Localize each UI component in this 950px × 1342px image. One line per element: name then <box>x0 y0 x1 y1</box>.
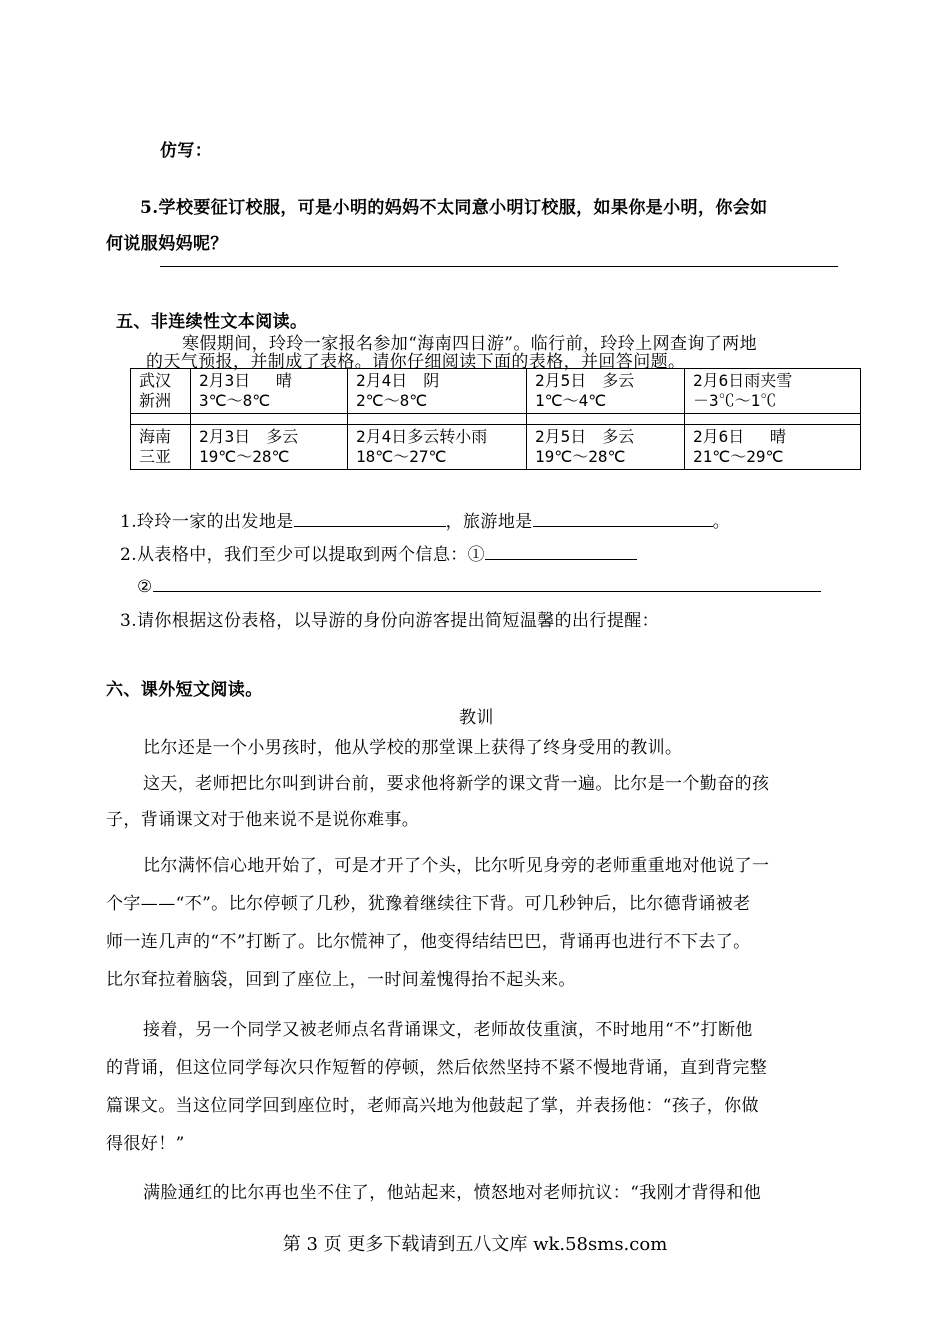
weather-cell <box>527 425 685 470</box>
weather-temp: 2℃～8℃ <box>356 391 428 410</box>
section-5-intro-line-1: 寒假期间，玲玲一家报名参加“海南四日游”。临行前，玲玲上网查询了两地 <box>182 334 757 354</box>
answer-blank-departure[interactable] <box>294 508 446 527</box>
weather-temp: 3℃～8℃ <box>199 391 271 410</box>
question-1-text-a: 1.玲玲一家的出发地是 <box>120 512 294 532</box>
answer-blank-info-2[interactable] <box>153 573 821 592</box>
weather-temp: －3℃～1℃ <box>693 391 777 410</box>
question-5-line-1: 5.学校要征订校服，可是小明的妈妈不太同意小明订校服，如果你是小明，你会如 <box>140 198 768 218</box>
place-cell <box>131 425 191 470</box>
weather-date: 2月5日 多云 <box>535 371 635 390</box>
weather-temp: 21℃～29℃ <box>693 447 784 466</box>
question-2-circled-2: ② <box>137 577 153 597</box>
place-name: 三亚 <box>139 447 172 466</box>
table-row <box>131 369 861 414</box>
article-line: 个字——“不”。比尔停顿了几秒，犹豫着继续往下背。可几秒钟后，比尔德背诵被老 <box>106 894 751 914</box>
article-line: 篇课文。当这位同学回到座位时，老师高兴地为他鼓起了掌，并表扬他：“孩子，你做 <box>106 1096 759 1116</box>
article-line: 的背诵，但这位同学每次只作短暂的停顿，然后依然坚持不紧不慢地背诵，直到背完整 <box>106 1058 768 1078</box>
question-2-second <box>137 573 821 597</box>
weather-date: 2月3日 晴 <box>199 371 292 390</box>
article-line: 比尔耷拉着脑袋，回到了座位上，一时间羞愧得抬不起头来。 <box>106 970 576 990</box>
weather-cell <box>348 425 527 470</box>
article-line: 这天，老师把比尔叫到讲台前，要求他将新学的课文背一遍。比尔是一个勤奋的孩 <box>143 774 770 794</box>
weather-date: 2月6日雨夹雪 <box>693 371 793 390</box>
article-line: 子，背诵课文对于他来说不是说你难事。 <box>106 810 420 830</box>
answer-blank-info-1[interactable] <box>485 541 637 560</box>
weather-cell <box>527 369 685 414</box>
weather-temp: 19℃～28℃ <box>199 447 290 466</box>
weather-temp: 18℃～27℃ <box>356 447 447 466</box>
weather-date: 2月6日 晴 <box>693 427 786 446</box>
article-line: 比尔还是一个小男孩时，他从学校的那堂课上获得了终身受用的教训。 <box>143 738 683 758</box>
weather-cell <box>191 369 348 414</box>
weather-cell <box>685 425 861 470</box>
question-1 <box>120 507 730 532</box>
section-5-heading: 五、非连续性文本阅读。 <box>116 312 308 332</box>
table-row <box>131 425 861 470</box>
article-line: 比尔满怀信心地开始了，可是才开了个头，比尔听见身旁的老师重重地对他说了一 <box>143 856 770 876</box>
weather-temp: 1℃～4℃ <box>535 391 607 410</box>
question-2-text: 2.从表格中，我们至少可以提取到两个信息：① <box>120 545 486 565</box>
weather-cell <box>191 425 348 470</box>
question-3: 3.请你根据这份表格，以导游的身份向游客提出简短温馨的出行提醒： <box>120 611 660 631</box>
section-6-heading: 六、课外短文阅读。 <box>106 680 263 700</box>
question-1-text-c: 。 <box>712 512 731 532</box>
weather-date: 2月5日 多云 <box>535 427 635 446</box>
weather-cell <box>685 369 861 414</box>
question-1-text-b: ，旅游地是 <box>445 512 533 532</box>
page-footer: 第 3 页 更多下载请到五八文库 wk.58sms.com <box>282 1234 668 1255</box>
place-name: 武汉 <box>139 371 172 390</box>
weather-cell <box>348 369 527 414</box>
article-line: 满脸通红的比尔再也坐不住了，他站起来，愤怒地对老师抗议：“我刚才背得和他 <box>143 1183 762 1203</box>
article-line: 接着，另一个同学又被老师点名背诵课文，老师故伎重演，不时地用“不”打断他 <box>143 1020 753 1040</box>
answer-line-q5[interactable] <box>160 266 838 267</box>
weather-date: 2月4日多云转小雨 <box>356 427 488 446</box>
answer-blank-destination[interactable] <box>533 508 713 527</box>
place-name: 海南 <box>139 427 172 446</box>
weather-date: 2月4日 阴 <box>356 371 440 390</box>
question-2 <box>120 540 637 565</box>
weather-table <box>130 368 861 470</box>
article-title: 教训 <box>459 708 494 728</box>
imitate-writing-label: 仿写： <box>160 141 213 161</box>
question-5-line-2: 何说服妈妈呢？ <box>106 234 228 254</box>
place-name: 新洲 <box>139 391 172 410</box>
place-cell <box>131 369 191 414</box>
article-line: 得很好！” <box>106 1134 185 1154</box>
weather-temp: 19℃～28℃ <box>535 447 626 466</box>
weather-date: 2月3日 多云 <box>199 427 299 446</box>
article-line: 师一连几声的“不”打断了。比尔慌神了，他变得结结巴巴，背诵再也进行不下去了。 <box>106 932 751 952</box>
section-5-intro-line-2: 的天气预报，并制成了表格。请你仔细阅读下面的表格，并回答问题。 <box>146 352 686 372</box>
table-gap-row <box>131 414 861 425</box>
